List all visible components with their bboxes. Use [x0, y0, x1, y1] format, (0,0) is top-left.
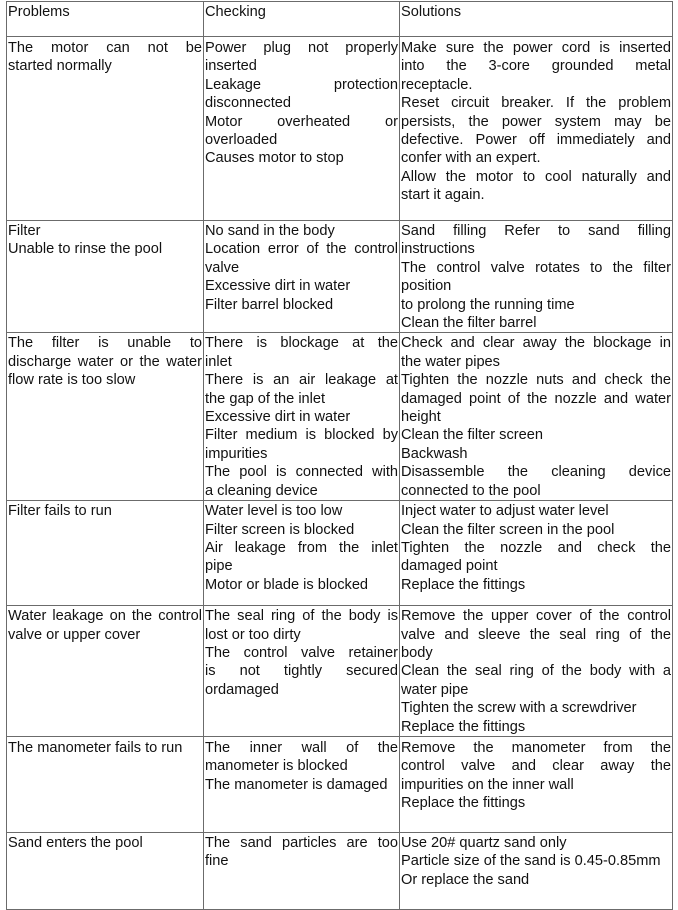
- checking-line: Power plug not properly: [205, 40, 398, 56]
- solutions-line: Tighten the nozzle nuts and check the: [401, 372, 671, 389]
- solutions-line: Clean the filter screen: [401, 427, 543, 444]
- problem-cell: [7, 606, 204, 737]
- checking-line: The inner wall of the: [205, 739, 398, 756]
- checking-line: The seal ring of the body is: [205, 608, 398, 625]
- solutions-cell: [400, 501, 673, 606]
- solutions-line: confer with an expert.: [401, 150, 541, 167]
- checking-line: impurities: [205, 445, 268, 462]
- solutions-line: start it again.: [401, 187, 485, 204]
- solutions-line: damaged point of the nozzle and water: [401, 390, 671, 407]
- solutions-cell: [400, 37, 673, 221]
- header-problems: Problems: [7, 2, 204, 37]
- problem-cell: [7, 221, 204, 333]
- problem-cell: [7, 832, 204, 909]
- solutions-line: the water pipes: [401, 353, 500, 370]
- checking-line: ordamaged: [205, 681, 279, 698]
- problem-line: Filter fails to run: [8, 503, 112, 520]
- solutions-cell: [400, 832, 673, 909]
- checking-line: Motor overheated or: [205, 113, 398, 130]
- checking-line: Motor or blade is blocked: [205, 576, 369, 593]
- header-checking: Checking: [204, 2, 400, 37]
- troubleshooting-table: [6, 1, 673, 910]
- solutions-line: Clean the seal ring of the body with a: [401, 663, 671, 680]
- checking-line: Filter screen is blocked: [205, 521, 355, 538]
- solutions-line: defective. Power off immediately and: [401, 132, 671, 149]
- problem-line: Unable to rinse the pool: [8, 241, 163, 258]
- checking-line: The sand particles are too: [205, 834, 398, 851]
- solutions-line: into the 3-core grounded metal: [401, 58, 671, 75]
- solutions-line: Replace the fittings: [401, 795, 526, 812]
- checking-line: the gap of the inlet: [205, 390, 326, 407]
- solutions-line: Disassemble the cleaning device: [401, 464, 671, 481]
- solutions-line: position: [401, 278, 452, 295]
- table-row: [7, 736, 673, 832]
- problem-cell: [7, 501, 204, 606]
- problem-line: Filter: [8, 223, 41, 239]
- checking-cell: [204, 221, 400, 333]
- checking-cell: [204, 606, 400, 737]
- checking-cell: [204, 37, 400, 221]
- checking-line: disconnected: [205, 95, 292, 112]
- solutions-line: Make sure the power cord is inserted: [401, 40, 671, 56]
- solutions-line: Tighten the nozzle and check the: [401, 539, 671, 556]
- solutions-line: impurities on the inner wall: [401, 776, 574, 793]
- solutions-line: receptacle.: [401, 76, 473, 93]
- checking-line: inlet: [205, 353, 232, 370]
- solutions-line: water pipe: [401, 681, 469, 698]
- solutions-line: instructions: [401, 241, 475, 258]
- table-row: [7, 501, 673, 606]
- problem-cell: [7, 736, 204, 832]
- solutions-line: Remove the upper cover of the control: [401, 608, 671, 625]
- checking-line: Excessive dirt in water: [205, 409, 351, 426]
- table-row: [7, 221, 673, 333]
- checking-line: pipe: [205, 558, 233, 575]
- problem-line: flow rate is too slow: [8, 372, 136, 389]
- checking-line: There is blockage at the: [205, 335, 398, 352]
- checking-line: manometer is blocked: [205, 758, 348, 775]
- problem-line: Sand enters the pool: [8, 834, 143, 851]
- table-row: [7, 606, 673, 737]
- solutions-line: control valve and clear away the: [401, 758, 671, 775]
- checking-line: fine: [205, 853, 229, 870]
- checking-line: overloaded: [205, 132, 278, 149]
- problem-cell: [7, 333, 204, 501]
- solutions-line: Check and clear away the blockage in: [401, 335, 671, 352]
- problem-line: valve or upper cover: [8, 626, 141, 643]
- solutions-line: connected to the pool: [401, 482, 541, 499]
- solutions-line: Tighten the screw with a screwdriver: [401, 700, 637, 717]
- solutions-cell: [400, 221, 673, 333]
- problem-cell: [7, 37, 204, 221]
- checking-line: lost or too dirty: [205, 626, 301, 643]
- table-row: [7, 832, 673, 909]
- solutions-line: height: [401, 409, 441, 426]
- solutions-line: Inject water to adjust water level: [401, 503, 609, 520]
- header-solutions: Solutions: [400, 2, 673, 37]
- checking-line: Excessive dirt in water: [205, 278, 351, 295]
- checking-line: There is an air leakage at: [205, 372, 398, 389]
- solutions-line: Replace the fittings: [401, 576, 526, 593]
- checking-line: Air leakage from the inlet: [205, 539, 398, 556]
- solutions-cell: [400, 333, 673, 501]
- problem-line: The filter is unable to: [8, 335, 202, 352]
- solutions-line: Replace the fittings: [401, 718, 526, 735]
- checking-cell: [204, 736, 400, 832]
- table-row: [7, 333, 673, 501]
- problem-line: discharge water or the water: [8, 353, 202, 370]
- solutions-line: Use 20# quartz sand only: [401, 834, 567, 851]
- solutions-line: Backwash: [401, 445, 468, 462]
- solutions-line: to prolong the running time: [401, 296, 575, 313]
- checking-line: The control valve retainer: [205, 644, 398, 661]
- solutions-line: valve and sleeve the seal ring of the: [401, 626, 671, 643]
- checking-line: Leakage protection: [205, 76, 398, 93]
- solutions-line: Remove the manometer from the: [401, 739, 671, 756]
- problem-line: Water leakage on the control: [8, 608, 202, 625]
- checking-line: The manometer is damaged: [205, 776, 388, 793]
- solutions-line: Allow the motor to cool naturally and: [401, 168, 671, 185]
- solutions-line: Clean the filter screen in the pool: [401, 521, 615, 538]
- problem-line: started normally: [8, 58, 112, 75]
- solutions-line: Sand filling Refer to sand filling: [401, 223, 671, 239]
- checking-cell: [204, 501, 400, 606]
- solutions-line: body: [401, 644, 433, 661]
- solutions-line: The control valve rotates to the filter: [401, 259, 671, 276]
- checking-line: inserted: [205, 58, 257, 75]
- table-row: [7, 37, 673, 221]
- table-header-row: [7, 2, 673, 37]
- problem-line: The manometer fails to run: [8, 739, 183, 756]
- solutions-line: Particle size of the sand is 0.45-0.85mm: [401, 853, 661, 870]
- checking-line: a cleaning device: [205, 482, 318, 499]
- checking-line: The pool is connected with: [205, 464, 398, 481]
- solutions-line: damaged point: [401, 558, 498, 575]
- solutions-cell: [400, 736, 673, 832]
- solutions-line: Or replace the sand: [401, 871, 530, 888]
- checking-cell: [204, 832, 400, 909]
- checking-line: Filter medium is blocked by: [205, 427, 398, 444]
- solutions-line: Reset circuit breaker. If the problem: [401, 95, 671, 112]
- checking-cell: [204, 333, 400, 501]
- solutions-line: persists, the power system may be: [401, 113, 671, 130]
- solutions-line: Clean the filter barrel: [401, 315, 537, 332]
- problem-line: The motor can not be: [8, 40, 202, 56]
- checking-line: Filter barrel blocked: [205, 296, 334, 313]
- checking-line: valve: [205, 259, 240, 276]
- checking-line: No sand in the body: [205, 223, 335, 239]
- checking-line: is not tightly secured: [205, 663, 398, 680]
- checking-line: Water level is too low: [205, 503, 343, 520]
- checking-line: Location error of the control: [205, 241, 398, 258]
- checking-line: Causes motor to stop: [205, 150, 344, 167]
- solutions-cell: [400, 606, 673, 737]
